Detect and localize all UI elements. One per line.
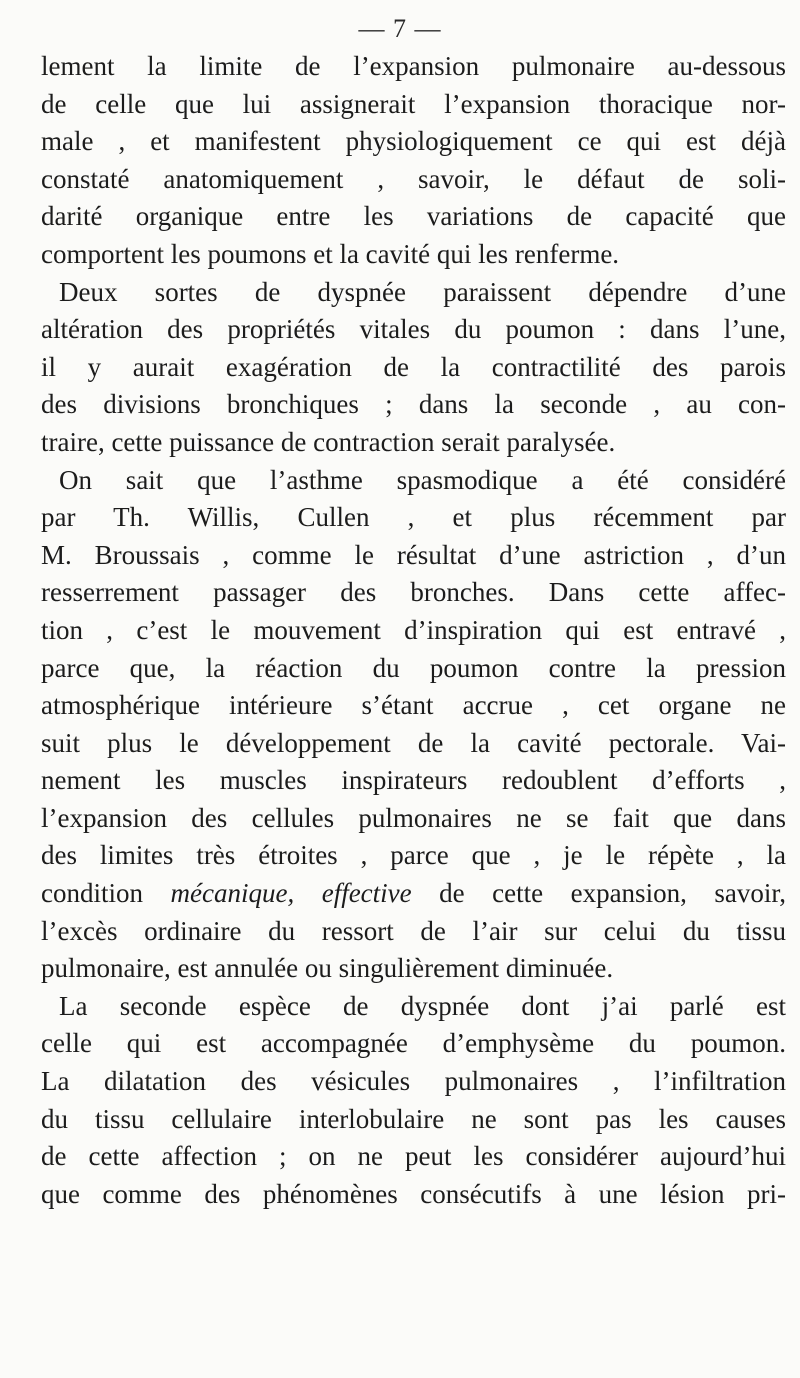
page-number: — 7 — (358, 14, 442, 43)
text-line: lement la limite de l’expansion pulmonaire au-dessous (41, 51, 786, 81)
paragraph-start-line: On sait que l’asthme spasmodique a été considéré (59, 464, 786, 495)
text-line: atmosphérique intérieure s’étant accrue , cet organe ne (41, 690, 786, 721)
text-line: male , et manifestent physiologiquement ce qui est déjà (41, 126, 786, 157)
line-text-before: condition (41, 878, 171, 909)
text-line: par Th. Willis, Cullen , et plus récemment par (41, 502, 786, 533)
italic-phrase: mécanique, effective (170, 878, 412, 909)
text-line: des limites très étroites , parce que , je le répète , la (41, 840, 786, 871)
text-line: altération des propriétés vitales du poumon : dans l’une, (41, 314, 786, 345)
text-line: que comme des phénomènes consécutifs à une lésion pri- (41, 1178, 786, 1209)
paragraph-start-line: La seconde espèce de dyspnée dont j’ai parlé est (59, 990, 786, 1021)
line-text-after: de cette expansion, savoir, (411, 878, 786, 909)
text-line: il y aurait exagération de la contractilité des parois (41, 351, 786, 382)
text-line: des divisions bronchiques ; dans la seconde , au con- (41, 389, 786, 420)
text-line: l’excès ordinaire du ressort de l’air sur celui du tissu (41, 915, 786, 946)
text-line: l’expansion des cellules pulmonaires ne se fait que dans (41, 802, 786, 833)
text-line: traire, cette puissance de contraction serait paralysée. (41, 426, 616, 457)
text-line: pulmonaire, est annulée ou singulièrement diminuée. (41, 953, 614, 984)
body-text (41, 48, 786, 1213)
text-line: darité organique entre les variations de capacité que (41, 201, 786, 232)
text-line: de cette affection ; on ne peut les considérer aujourd’hui (41, 1141, 786, 1172)
text-line: tion , c’est le mouvement d’inspiration qui est entravé , (41, 614, 786, 645)
text-line: de celle que lui assignerait l’expansion thoracique nor- (41, 88, 786, 119)
paragraph-start-line: Deux sortes de dyspnée paraissent dépendre d’une (59, 276, 786, 307)
text-line: La dilatation des vésicules pulmonaires , l’infiltration (41, 1066, 786, 1097)
text-line: M. Broussais , comme le résultat d’une astriction , d’un (41, 539, 786, 570)
text-line: celle qui est accompagnée d’emphysème du poumon. (41, 1028, 786, 1059)
text-line: resserrement passager des bronches. Dans cette affec- (41, 577, 786, 608)
text-line: parce que, la réaction du poumon contre la pression (41, 652, 786, 683)
text-line: du tissu cellulaire interlobulaire ne sont pas les causes (41, 1103, 786, 1134)
text-line: nement les muscles inspirateurs redoublent d’efforts , (41, 765, 786, 796)
text-line: comportent les poumons et la cavité qui les renferme. (41, 238, 620, 269)
text-line: suit plus le développement de la cavité pectorale. Vai- (41, 727, 786, 758)
text-line-with-italics (41, 875, 786, 913)
text-line: constaté anatomiquement , savoir, le défaut de soli- (41, 163, 786, 194)
